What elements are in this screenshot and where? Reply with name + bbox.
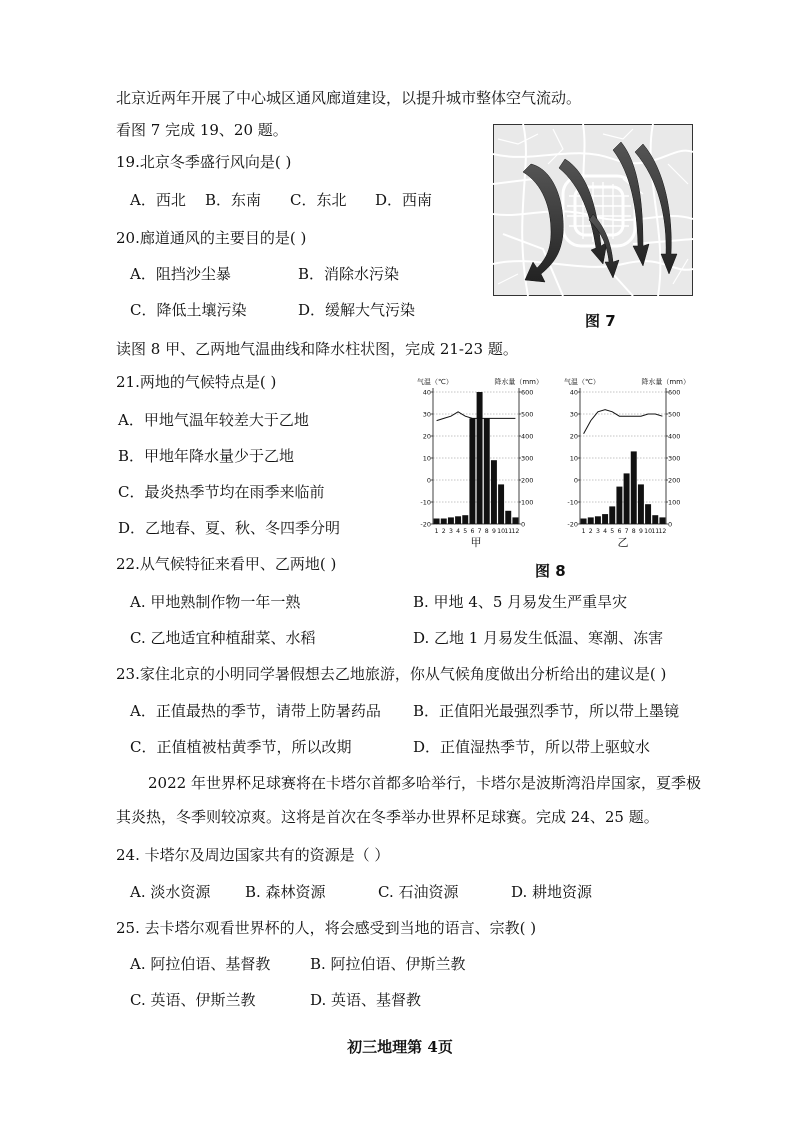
figure-8-chart-yi — [562, 374, 692, 560]
yi-precip-bar — [602, 514, 608, 524]
figure-8-caption: 图 8 — [535, 562, 566, 580]
jia-temp-tick-label: -20 — [420, 520, 431, 529]
q23-option-c[interactable]: C．正值植被枯黄季节，所以改期 — [130, 738, 352, 756]
climate-chart-yi — [562, 374, 692, 560]
q23-option-b[interactable]: B．正值阳光最强烈季节，所以带上墨镜 — [413, 702, 680, 720]
q22-option-b[interactable]: B. 甲地 4、5 月易发生严重旱灾 — [413, 593, 628, 611]
jia-precip-tick-label: 500 — [521, 410, 534, 419]
jia-month-label: 1 — [434, 528, 439, 535]
yi-precip-bar — [624, 473, 630, 524]
q19-option-c[interactable]: C．东北 — [290, 191, 347, 209]
jia-precip-bar — [498, 484, 504, 524]
yi-temp-tick-label: 10 — [569, 454, 578, 463]
jia-precip-bar — [462, 515, 468, 524]
yi-precip-bar — [652, 515, 658, 524]
q19-option-a[interactable]: A．西北 — [130, 191, 186, 209]
q23-option-d[interactable]: D．正值湿热季节，所以带上驱蚊水 — [413, 738, 651, 756]
yi-precip-bar — [588, 517, 594, 524]
jia-precip-bar — [469, 418, 475, 524]
jia-month-label: 12 — [511, 528, 520, 535]
jia-precip-tick-label: 400 — [521, 432, 534, 441]
q20-option-d[interactable]: D．缓解大气污染 — [298, 301, 416, 319]
jia-temperature-line — [437, 412, 516, 421]
jia-precip-tick-label: 100 — [521, 498, 534, 507]
yi-precip-bar — [638, 484, 644, 524]
yi-precip-bar — [595, 516, 601, 524]
q23-option-a[interactable]: A．正值最热的季节，请带上防暑药品 — [130, 702, 381, 720]
jia-temp-tick-label: 40 — [422, 388, 431, 397]
q25-option-c[interactable]: C. 英语、伊斯兰教 — [130, 991, 256, 1009]
jia-precip-bar — [505, 511, 511, 524]
yi-month-label: 5 — [610, 528, 615, 535]
q21-option-a[interactable]: A．甲地气温年较差大于乙地 — [118, 411, 309, 429]
yi-month-label: 7 — [624, 528, 629, 535]
yi-month-label: 11 — [651, 528, 660, 535]
jia-precip-bar — [477, 392, 483, 524]
yi-month-label: 4 — [603, 528, 608, 535]
jia-month-label: 10 — [497, 528, 506, 535]
yi-precip-bar — [659, 517, 665, 524]
yi-month-label: 12 — [658, 528, 667, 535]
q21-option-d[interactable]: D．乙地春、夏、秋、冬四季分明 — [118, 519, 341, 537]
jia-precip-bar — [434, 519, 440, 525]
yi-precip-bar — [616, 487, 622, 524]
jia-precip-bar — [512, 517, 518, 524]
intro-paragraph-2: 读图 8 甲、乙两地气温曲线和降水柱状图，完成 21-23 题。 — [116, 340, 518, 358]
yi-precip-bar — [631, 451, 637, 524]
question-24-stem: 24. 卡塔尔及周边国家共有的资源是（ ） — [116, 846, 390, 864]
q22-option-d[interactable]: D. 乙地 1 月易发生低温、寒潮、冻害 — [413, 629, 664, 647]
jia-month-label: 3 — [448, 528, 453, 535]
yi-precip-tick-label: 100 — [668, 498, 681, 507]
jia-precip-tick-label: 200 — [521, 476, 534, 485]
q20-option-b[interactable]: B．消除水污染 — [298, 265, 400, 283]
yi-month-label: 3 — [595, 528, 600, 535]
jia-month-label: 7 — [477, 528, 482, 535]
q24-option-c[interactable]: C. 石油资源 — [378, 883, 459, 901]
jia-month-label: 11 — [504, 528, 513, 535]
yi-precip-bar — [609, 506, 615, 524]
jia-month-label: 5 — [463, 528, 468, 535]
jia-precip-axis-label: 降水量（mm） — [494, 378, 543, 386]
jia-precip-bar — [441, 519, 447, 525]
yi-temp-tick-label: 30 — [569, 410, 578, 419]
question-23-stem: 23.家住北京的小明同学暑假想去乙地旅游，你从气候角度做出分析给出的建议是( ) — [116, 665, 667, 683]
yi-precip-axis-label: 降水量（mm） — [641, 378, 690, 386]
question-21-stem: 21.两地的气候特点是( ) — [116, 373, 277, 391]
jia-temp-tick-label: 30 — [422, 410, 431, 419]
q25-option-b[interactable]: B. 阿拉伯语、伊斯兰教 — [310, 955, 466, 973]
yi-chart-title: 乙 — [617, 536, 629, 549]
jia-temp-tick-label: 0 — [426, 476, 431, 485]
yi-month-label: 6 — [617, 528, 622, 535]
q20-option-a[interactable]: A．阻挡沙尘暴 — [130, 265, 231, 283]
jia-chart-title: 甲 — [470, 536, 482, 549]
yi-precip-tick-label: 500 — [668, 410, 681, 419]
intro-paragraph-1: 北京近两年开展了中心城区通风廊道建设，以提升城市整体空气流动。 — [116, 89, 582, 107]
jia-month-label: 4 — [456, 528, 461, 535]
intro-paragraph-1b: 看图 7 完成 19、20 题。 — [116, 121, 288, 139]
yi-temp-tick-label: -10 — [567, 498, 578, 507]
jia-precip-tick-label: 0 — [521, 520, 526, 529]
yi-temp-tick-label: 0 — [573, 476, 578, 485]
figure-8-chart-jia — [415, 374, 545, 560]
intro-paragraph-3b: 其炎热，冬季则较凉爽。这将是首次在冬季举办世界杯足球赛。完成 24、25 题。 — [116, 808, 659, 826]
jia-month-label: 2 — [441, 528, 446, 535]
figure-7-caption: 图 7 — [585, 312, 616, 330]
q24-option-b[interactable]: B. 森林资源 — [245, 883, 326, 901]
page-footer: 初三地理第 4页 — [347, 1038, 453, 1056]
question-25-stem: 25. 去卡塔尔观看世界杯的人，将会感受到当地的语言、宗教( ) — [116, 919, 537, 937]
yi-month-label: 2 — [588, 528, 593, 535]
jia-temp-axis-label: 气温（℃） — [417, 378, 453, 386]
jia-precip-tick-label: 300 — [521, 454, 534, 463]
climate-chart-jia — [415, 374, 545, 560]
question-19-stem: 19.北京冬季盛行风向是( ) — [116, 153, 292, 171]
jia-month-label: 6 — [470, 528, 475, 535]
question-22-stem: 22.从气候特征来看甲、乙两地( ) — [116, 555, 337, 573]
yi-temp-axis-label: 气温（℃） — [564, 378, 600, 386]
yi-precip-tick-label: 400 — [668, 432, 681, 441]
q19-option-d[interactable]: D．西南 — [375, 191, 433, 209]
yi-precip-tick-label: 200 — [668, 476, 681, 485]
yi-precip-bar — [581, 519, 587, 525]
yi-month-label: 10 — [644, 528, 653, 535]
jia-precip-bar — [491, 460, 497, 524]
q19-option-b[interactable]: B．东南 — [205, 191, 262, 209]
yi-temp-tick-label: 40 — [569, 388, 578, 397]
yi-precip-tick-label: 600 — [668, 388, 681, 397]
intro-paragraph-3a: 2022 年世界杯足球赛将在卡塔尔首都多哈举行，卡塔尔是波斯湾沿岸国家，夏季极 — [148, 774, 701, 792]
yi-precip-tick-label: 300 — [668, 454, 681, 463]
q22-option-a[interactable]: A. 甲地熟制作物一年一熟 — [130, 593, 301, 611]
yi-precip-bar — [645, 504, 651, 524]
jia-precip-bar — [455, 516, 461, 524]
yi-temp-tick-label: -20 — [567, 520, 578, 529]
q24-option-a[interactable]: A. 淡水资源 — [130, 883, 211, 901]
yi-temp-tick-label: 20 — [569, 432, 578, 441]
q21-option-c[interactable]: C．最炎热季节均在雨季来临前 — [118, 483, 325, 501]
jia-month-label: 8 — [484, 528, 489, 535]
yi-month-label: 9 — [638, 528, 643, 535]
yi-month-label: 8 — [631, 528, 636, 535]
yi-temperature-line — [584, 410, 663, 434]
jia-precip-bar — [448, 517, 454, 524]
jia-temp-tick-label: 10 — [422, 454, 431, 463]
question-20-stem: 20.廊道通风的主要目的是( ) — [116, 229, 307, 247]
q20-option-c[interactable]: C．降低土壤污染 — [130, 301, 247, 319]
jia-month-label: 9 — [491, 528, 496, 535]
jia-temp-tick-label: 20 — [422, 432, 431, 441]
yi-precip-tick-label: 0 — [668, 520, 673, 529]
q24-option-d[interactable]: D. 耕地资源 — [511, 883, 593, 901]
q22-option-c[interactable]: C. 乙地适宜种植甜菜、水稻 — [130, 629, 316, 647]
q25-option-d[interactable]: D. 英语、基督教 — [310, 991, 422, 1009]
jia-precip-bar — [484, 418, 490, 524]
q25-option-a[interactable]: A. 阿拉伯语、基督教 — [130, 955, 271, 973]
yi-month-label: 1 — [581, 528, 586, 535]
figure-7-ventilation-map — [493, 124, 693, 296]
jia-precip-tick-label: 600 — [521, 388, 534, 397]
jia-temp-tick-label: -10 — [420, 498, 431, 507]
q21-option-b[interactable]: B．甲地年降水量少于乙地 — [118, 447, 295, 465]
